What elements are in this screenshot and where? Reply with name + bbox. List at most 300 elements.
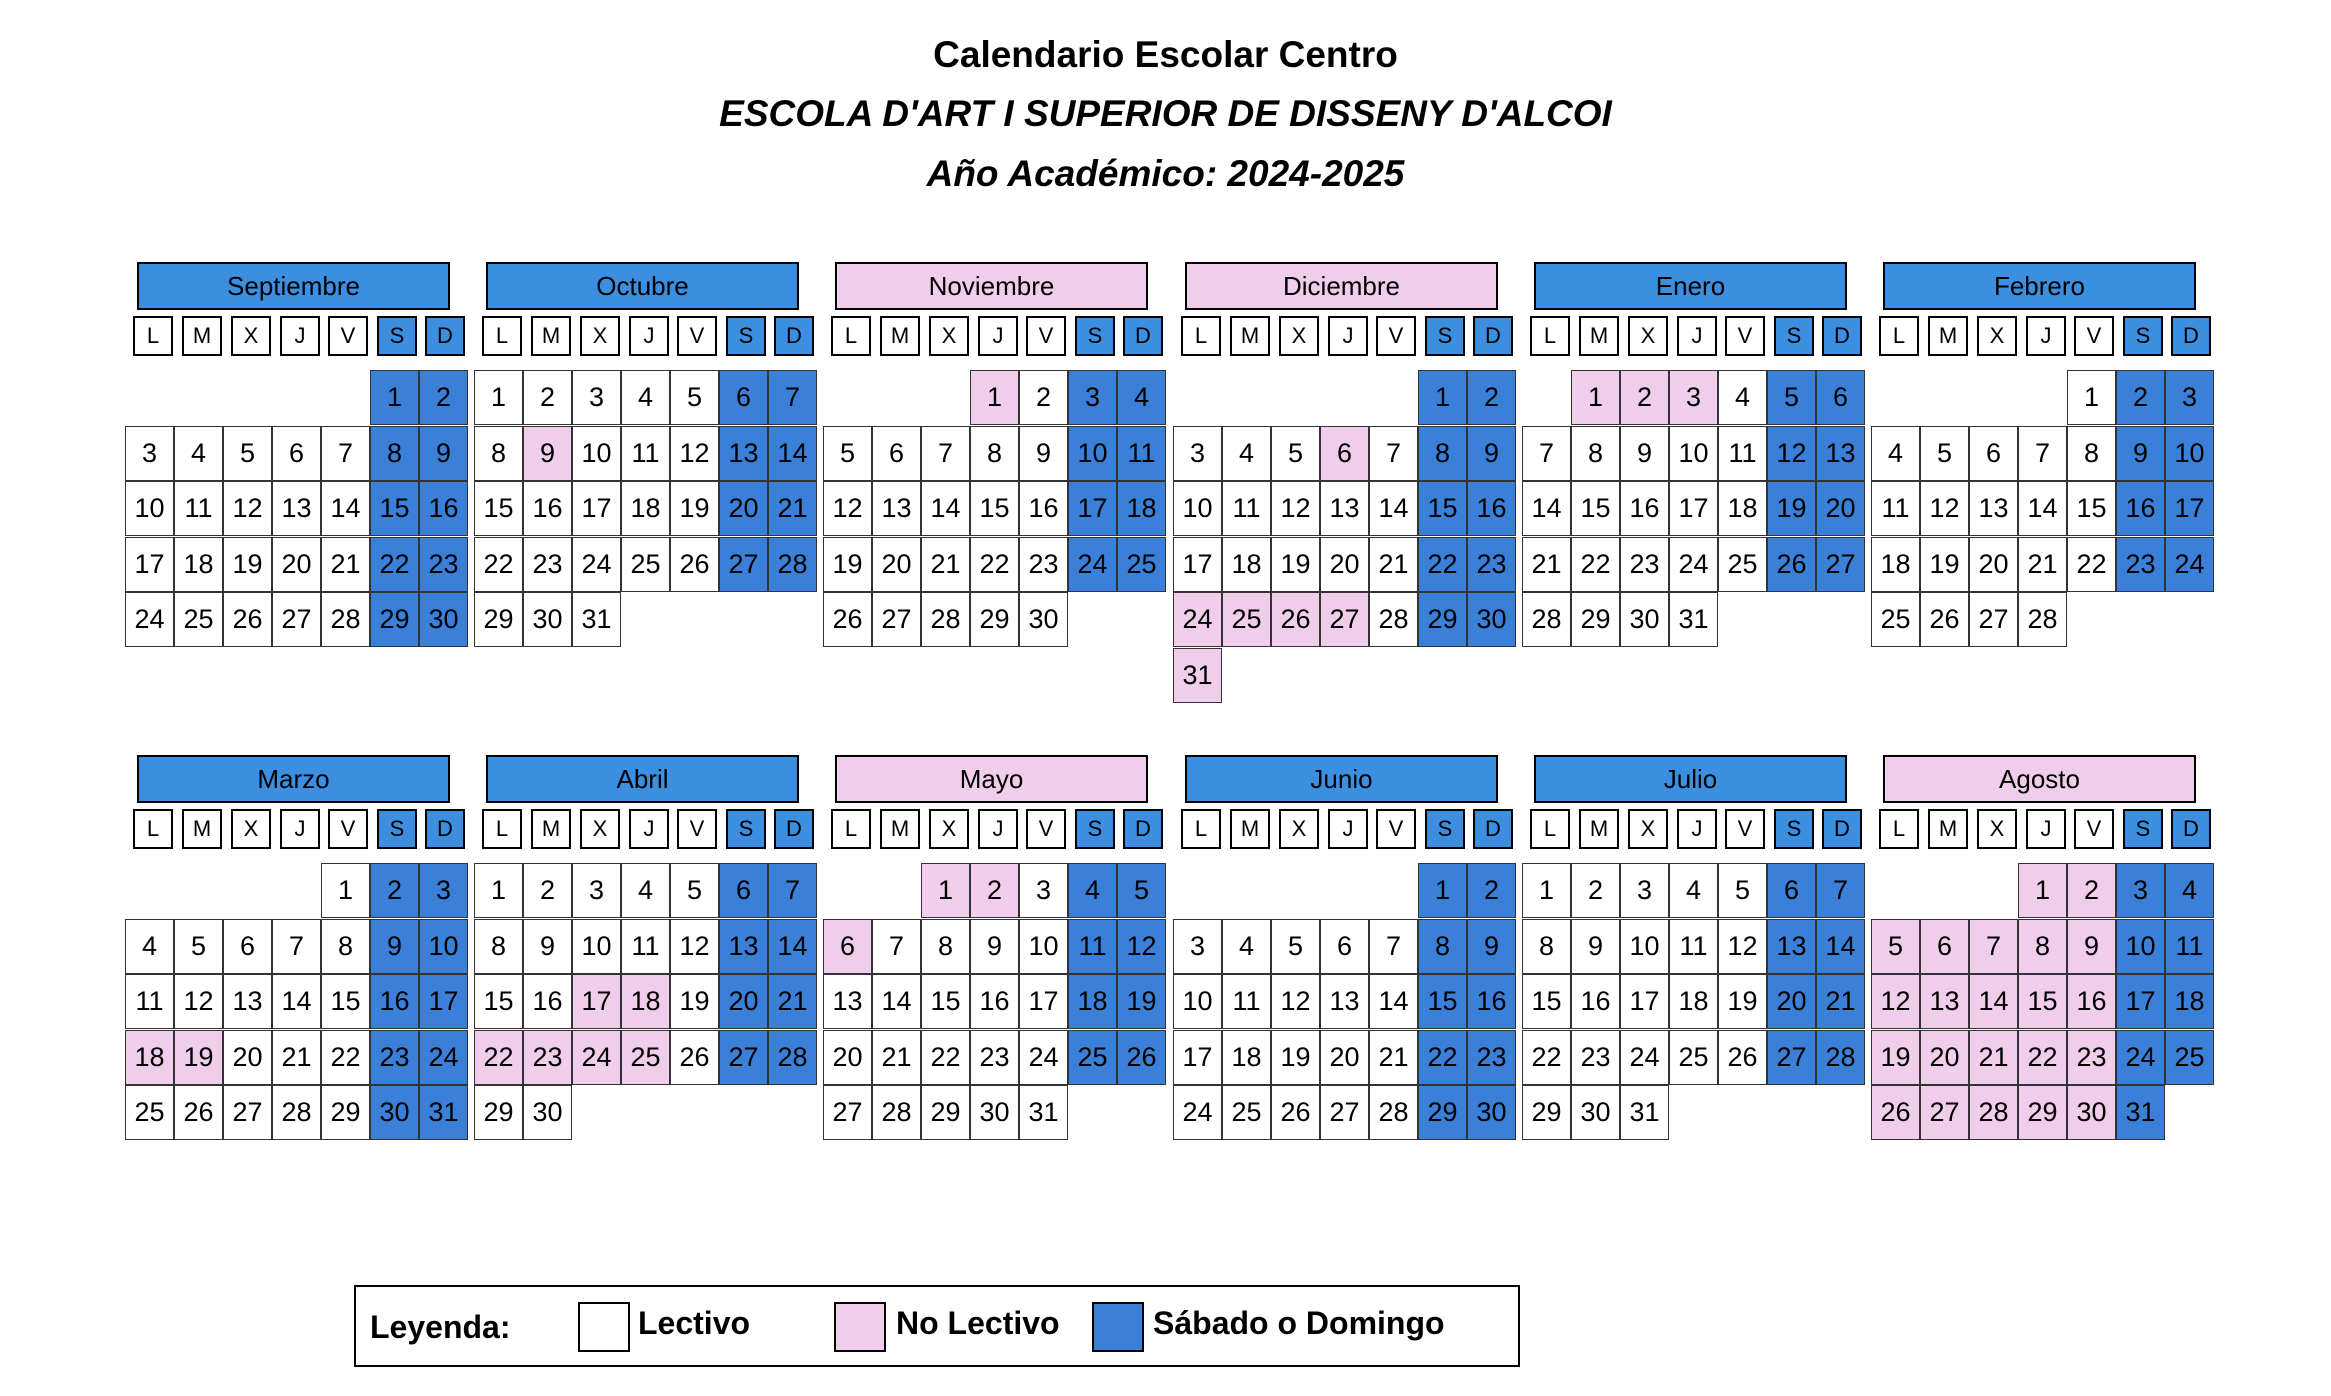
day-cell: 27 (1816, 537, 1865, 592)
day-cell: 31 (1669, 592, 1718, 647)
day-cell: 20 (872, 537, 921, 592)
weekday-header: S (1075, 809, 1115, 849)
day-cell: 17 (1068, 481, 1117, 536)
day-cell: 11 (1718, 426, 1767, 481)
day-cell: 4 (621, 863, 670, 918)
legend-text-weekend: Sábado o Domingo (1153, 1305, 1445, 1341)
day-cell: 29 (321, 1085, 370, 1140)
day-cell: 15 (2018, 974, 2067, 1029)
day-cell: 17 (1620, 974, 1669, 1029)
day-cell: 27 (1320, 592, 1369, 647)
day-cell: 24 (1173, 1085, 1222, 1140)
day-cell: 13 (823, 974, 872, 1029)
weekday-header: D (1123, 316, 1163, 356)
day-cell: 3 (1019, 863, 1068, 918)
day-cell: 21 (1816, 974, 1865, 1029)
day-cell: 30 (1019, 592, 1068, 647)
day-cell: 7 (1969, 919, 2018, 974)
day-cell: 29 (1571, 592, 1620, 647)
day-cell: 3 (1620, 863, 1669, 918)
weekday-header: V (1376, 809, 1416, 849)
day-cell: 9 (1019, 426, 1068, 481)
day-cell: 19 (670, 481, 719, 536)
day-cell: 12 (1920, 481, 1969, 536)
day-cell: 19 (1117, 974, 1166, 1029)
day-cell: 7 (921, 426, 970, 481)
day-cell: 12 (1718, 919, 1767, 974)
weekday-header: X (929, 809, 969, 849)
calendar-title: Calendario Escolar Centro (933, 34, 1398, 75)
day-cell: 10 (1173, 974, 1222, 1029)
day-cell: 5 (1718, 863, 1767, 918)
weekday-header: X (231, 809, 271, 849)
day-cell: 25 (174, 592, 223, 647)
day-cell: 12 (223, 481, 272, 536)
day-cell: 6 (272, 426, 321, 481)
weekday-header: M (1230, 316, 1270, 356)
day-cell: 1 (1522, 863, 1571, 918)
day-cell: 22 (474, 1030, 523, 1085)
day-cell: 31 (1019, 1085, 1068, 1140)
day-cell: 25 (1871, 592, 1920, 647)
day-cell: 16 (419, 481, 468, 536)
weekday-header: S (377, 809, 417, 849)
day-cell: 2 (1467, 370, 1516, 425)
day-cell: 16 (523, 481, 572, 536)
weekday-header: L (482, 316, 522, 356)
day-cell: 17 (1019, 974, 1068, 1029)
day-cell: 30 (1620, 592, 1669, 647)
day-cell: 27 (872, 592, 921, 647)
day-cell: 26 (223, 592, 272, 647)
day-cell: 14 (921, 481, 970, 536)
legend-swatch-lectivo (578, 1302, 630, 1352)
day-cell: 10 (572, 426, 621, 481)
day-cell: 23 (1467, 1030, 1516, 1085)
day-cell: 4 (125, 919, 174, 974)
day-cell: 22 (1571, 537, 1620, 592)
day-cell: 28 (872, 1085, 921, 1140)
day-cell: 16 (970, 974, 1019, 1029)
day-cell: 1 (474, 863, 523, 918)
day-cell: 18 (2165, 974, 2214, 1029)
weekday-header: V (328, 316, 368, 356)
month-name: Marzo (137, 755, 450, 803)
day-cell: 8 (2018, 919, 2067, 974)
day-cell: 3 (1669, 370, 1718, 425)
day-cell: 27 (223, 1085, 272, 1140)
day-cell: 10 (1173, 481, 1222, 536)
day-cell: 18 (1222, 1030, 1271, 1085)
day-cell: 21 (768, 974, 817, 1029)
day-cell: 25 (125, 1085, 174, 1140)
day-cell: 3 (1173, 426, 1222, 481)
day-cell: 10 (572, 919, 621, 974)
day-cell: 21 (2018, 537, 2067, 592)
weekday-header: V (1026, 316, 1066, 356)
day-cell: 16 (523, 974, 572, 1029)
weekday-header: S (726, 809, 766, 849)
weekday-header: M (182, 316, 222, 356)
day-cell: 24 (1173, 592, 1222, 647)
weekday-header: J (1328, 809, 1368, 849)
day-cell: 4 (174, 426, 223, 481)
weekday-header: X (1628, 316, 1668, 356)
day-cell: 30 (1571, 1085, 1620, 1140)
day-cell: 1 (370, 370, 419, 425)
day-cell: 15 (474, 974, 523, 1029)
day-cell: 10 (419, 919, 468, 974)
weekday-header: D (2171, 316, 2211, 356)
day-cell: 6 (1320, 919, 1369, 974)
month-name: Abril (486, 755, 799, 803)
weekday-header: M (880, 809, 920, 849)
month-name: Diciembre (1185, 262, 1498, 310)
day-cell: 13 (1816, 426, 1865, 481)
day-cell: 21 (1522, 537, 1571, 592)
day-cell: 14 (768, 426, 817, 481)
day-cell: 9 (1467, 919, 1516, 974)
day-cell: 30 (2067, 1085, 2116, 1140)
month-name: Julio (1534, 755, 1847, 803)
day-cell: 11 (174, 481, 223, 536)
day-cell: 7 (1369, 426, 1418, 481)
day-cell: 22 (2018, 1030, 2067, 1085)
day-cell: 28 (1969, 1085, 2018, 1140)
day-cell: 3 (419, 863, 468, 918)
day-cell: 23 (1019, 537, 1068, 592)
day-cell: 28 (1369, 592, 1418, 647)
day-cell: 26 (1718, 1030, 1767, 1085)
day-cell: 6 (1767, 863, 1816, 918)
day-cell: 11 (1222, 481, 1271, 536)
day-cell: 26 (1271, 592, 1320, 647)
day-cell: 10 (2116, 919, 2165, 974)
day-cell: 7 (1816, 863, 1865, 918)
day-cell: 10 (1620, 919, 1669, 974)
day-cell: 15 (1522, 974, 1571, 1029)
day-cell: 11 (125, 974, 174, 1029)
day-cell: 4 (1718, 370, 1767, 425)
day-cell: 8 (474, 919, 523, 974)
weekday-header: S (1774, 316, 1814, 356)
day-cell: 30 (419, 592, 468, 647)
month-name: Junio (1185, 755, 1498, 803)
day-cell: 19 (670, 974, 719, 1029)
day-cell: 31 (419, 1085, 468, 1140)
weekday-header: S (1075, 316, 1115, 356)
weekday-header: J (280, 316, 320, 356)
day-cell: 25 (1669, 1030, 1718, 1085)
day-cell: 20 (1920, 1030, 1969, 1085)
legend-text-no-lectivo: No Lectivo (896, 1305, 1060, 1341)
day-cell: 6 (1816, 370, 1865, 425)
weekday-header: S (1425, 809, 1465, 849)
day-cell: 16 (1467, 481, 1516, 536)
weekday-header: S (1425, 316, 1465, 356)
day-cell: 19 (223, 537, 272, 592)
weekday-header: M (182, 809, 222, 849)
day-cell: 22 (2067, 537, 2116, 592)
day-cell: 23 (1620, 537, 1669, 592)
day-cell: 8 (1418, 919, 1467, 974)
day-cell: 22 (1522, 1030, 1571, 1085)
weekday-header: V (328, 809, 368, 849)
day-cell: 10 (2165, 426, 2214, 481)
day-cell: 23 (970, 1030, 1019, 1085)
day-cell: 17 (572, 974, 621, 1029)
weekday-header: X (1279, 809, 1319, 849)
weekday-header: D (1473, 316, 1513, 356)
day-cell: 24 (1068, 537, 1117, 592)
day-cell: 2 (1620, 370, 1669, 425)
weekday-header: M (531, 809, 571, 849)
weekday-header: X (1279, 316, 1319, 356)
day-cell: 13 (872, 481, 921, 536)
day-cell: 29 (921, 1085, 970, 1140)
day-cell: 13 (719, 919, 768, 974)
day-cell: 7 (272, 919, 321, 974)
weekday-header: M (1579, 316, 1619, 356)
day-cell: 2 (370, 863, 419, 918)
day-cell: 26 (1871, 1085, 1920, 1140)
day-cell: 21 (1369, 537, 1418, 592)
day-cell: 7 (768, 863, 817, 918)
day-cell: 30 (523, 592, 572, 647)
weekday-header: X (1628, 809, 1668, 849)
day-cell: 20 (1816, 481, 1865, 536)
day-cell: 28 (1369, 1085, 1418, 1140)
day-cell: 18 (621, 974, 670, 1029)
day-cell: 17 (2165, 481, 2214, 536)
day-cell: 27 (1320, 1085, 1369, 1140)
weekday-header: J (2026, 809, 2066, 849)
legend-label: Leyenda: (370, 1309, 511, 1345)
weekday-header: D (1822, 809, 1862, 849)
day-cell: 9 (523, 426, 572, 481)
day-cell: 31 (572, 592, 621, 647)
weekday-header: J (978, 316, 1018, 356)
day-cell: 3 (2165, 370, 2214, 425)
day-cell: 20 (1320, 1030, 1369, 1085)
weekday-header: L (1879, 809, 1919, 849)
day-cell: 19 (1271, 537, 1320, 592)
day-cell: 1 (1418, 863, 1467, 918)
day-cell: 4 (1222, 426, 1271, 481)
day-cell: 26 (1920, 592, 1969, 647)
weekday-header: M (1928, 809, 1968, 849)
day-cell: 25 (1718, 537, 1767, 592)
day-cell: 28 (2018, 592, 2067, 647)
day-cell: 14 (1816, 919, 1865, 974)
day-cell: 23 (523, 537, 572, 592)
day-cell: 23 (419, 537, 468, 592)
day-cell: 12 (823, 481, 872, 536)
day-cell: 2 (2067, 863, 2116, 918)
day-cell: 27 (1767, 1030, 1816, 1085)
weekday-header: M (531, 316, 571, 356)
day-cell: 28 (1522, 592, 1571, 647)
day-cell: 3 (1173, 919, 1222, 974)
weekday-header: J (280, 809, 320, 849)
day-cell: 24 (1620, 1030, 1669, 1085)
day-cell: 18 (1669, 974, 1718, 1029)
day-cell: 4 (621, 370, 670, 425)
day-cell: 30 (370, 1085, 419, 1140)
day-cell: 22 (921, 1030, 970, 1085)
day-cell: 11 (621, 426, 670, 481)
day-cell: 13 (272, 481, 321, 536)
day-cell: 10 (125, 481, 174, 536)
weekday-header: V (677, 316, 717, 356)
month-name: Agosto (1883, 755, 2196, 803)
day-cell: 18 (174, 537, 223, 592)
day-cell: 29 (1418, 592, 1467, 647)
day-cell: 16 (2116, 481, 2165, 536)
day-cell: 1 (1571, 370, 1620, 425)
day-cell: 19 (174, 1030, 223, 1085)
day-cell: 24 (2165, 537, 2214, 592)
day-cell: 2 (1467, 863, 1516, 918)
legend (354, 1285, 1520, 1367)
day-cell: 9 (2116, 426, 2165, 481)
day-cell: 27 (823, 1085, 872, 1140)
weekday-header: D (774, 809, 814, 849)
day-cell: 4 (1222, 919, 1271, 974)
day-cell: 11 (1068, 919, 1117, 974)
weekday-header: X (580, 809, 620, 849)
weekday-header: V (677, 809, 717, 849)
day-cell: 26 (1767, 537, 1816, 592)
day-cell: 20 (1969, 537, 2018, 592)
weekday-header: S (726, 316, 766, 356)
legend-swatch-no-lectivo (834, 1302, 886, 1352)
day-cell: 26 (670, 537, 719, 592)
day-cell: 11 (1117, 426, 1166, 481)
day-cell: 27 (719, 1030, 768, 1085)
weekday-header: L (1530, 809, 1570, 849)
academic-year: Año Académico: 2024-2025 (926, 153, 1405, 194)
day-cell: 11 (1669, 919, 1718, 974)
day-cell: 27 (272, 592, 321, 647)
weekday-header: J (1677, 316, 1717, 356)
day-cell: 19 (823, 537, 872, 592)
day-cell: 5 (223, 426, 272, 481)
day-cell: 15 (970, 481, 1019, 536)
weekday-header: V (1376, 316, 1416, 356)
day-cell: 7 (768, 370, 817, 425)
day-cell: 3 (1068, 370, 1117, 425)
weekday-header: X (231, 316, 271, 356)
day-cell: 25 (621, 1030, 670, 1085)
day-cell: 14 (1369, 481, 1418, 536)
day-cell: 8 (474, 426, 523, 481)
weekday-header: J (978, 809, 1018, 849)
weekday-header: L (133, 316, 173, 356)
day-cell: 21 (1369, 1030, 1418, 1085)
day-cell: 16 (1467, 974, 1516, 1029)
weekday-header: S (377, 316, 417, 356)
day-cell: 25 (1222, 1085, 1271, 1140)
weekday-header: J (629, 809, 669, 849)
day-cell: 30 (1467, 592, 1516, 647)
day-cell: 7 (1522, 426, 1571, 481)
day-cell: 4 (1068, 863, 1117, 918)
weekday-header: V (1725, 316, 1765, 356)
day-cell: 17 (125, 537, 174, 592)
day-cell: 4 (1669, 863, 1718, 918)
weekday-header: S (2123, 316, 2163, 356)
day-cell: 15 (2067, 481, 2116, 536)
day-cell: 5 (1871, 919, 1920, 974)
day-cell: 20 (272, 537, 321, 592)
day-cell: 9 (370, 919, 419, 974)
day-cell: 24 (1019, 1030, 1068, 1085)
day-cell: 9 (970, 919, 1019, 974)
day-cell: 1 (1418, 370, 1467, 425)
weekday-header: L (133, 809, 173, 849)
day-cell: 5 (823, 426, 872, 481)
weekday-header: X (1977, 809, 2017, 849)
day-cell: 25 (621, 537, 670, 592)
day-cell: 14 (768, 919, 817, 974)
day-cell: 6 (823, 919, 872, 974)
weekday-header: J (1677, 809, 1717, 849)
day-cell: 20 (719, 974, 768, 1029)
weekday-header: D (425, 316, 465, 356)
day-cell: 5 (1767, 370, 1816, 425)
day-cell: 12 (174, 974, 223, 1029)
day-cell: 19 (1271, 1030, 1320, 1085)
day-cell: 21 (921, 537, 970, 592)
day-cell: 29 (370, 592, 419, 647)
day-cell: 10 (1019, 919, 1068, 974)
day-cell: 12 (670, 426, 719, 481)
day-cell: 27 (1920, 1085, 1969, 1140)
day-cell: 10 (1068, 426, 1117, 481)
day-cell: 22 (1418, 1030, 1467, 1085)
weekday-header: L (1530, 316, 1570, 356)
day-cell: 2 (523, 370, 572, 425)
day-cell: 16 (1620, 481, 1669, 536)
day-cell: 28 (321, 592, 370, 647)
day-cell: 5 (1271, 919, 1320, 974)
day-cell: 27 (719, 537, 768, 592)
day-cell: 12 (1271, 481, 1320, 536)
day-cell: 7 (872, 919, 921, 974)
day-cell: 8 (2067, 426, 2116, 481)
day-cell: 30 (970, 1085, 1019, 1140)
weekday-header: D (1473, 809, 1513, 849)
day-cell: 16 (1571, 974, 1620, 1029)
day-cell: 25 (1222, 592, 1271, 647)
day-cell: 15 (370, 481, 419, 536)
day-cell: 20 (223, 1030, 272, 1085)
day-cell: 20 (719, 481, 768, 536)
weekday-header: M (1579, 809, 1619, 849)
day-cell: 21 (768, 481, 817, 536)
day-cell: 24 (2116, 1030, 2165, 1085)
day-cell: 8 (1522, 919, 1571, 974)
day-cell: 11 (621, 919, 670, 974)
day-cell: 21 (1969, 1030, 2018, 1085)
day-cell: 14 (272, 974, 321, 1029)
day-cell: 6 (872, 426, 921, 481)
day-cell: 13 (1920, 974, 1969, 1029)
month-name: Noviembre (835, 262, 1148, 310)
day-cell: 24 (125, 592, 174, 647)
weekday-header: L (1879, 316, 1919, 356)
